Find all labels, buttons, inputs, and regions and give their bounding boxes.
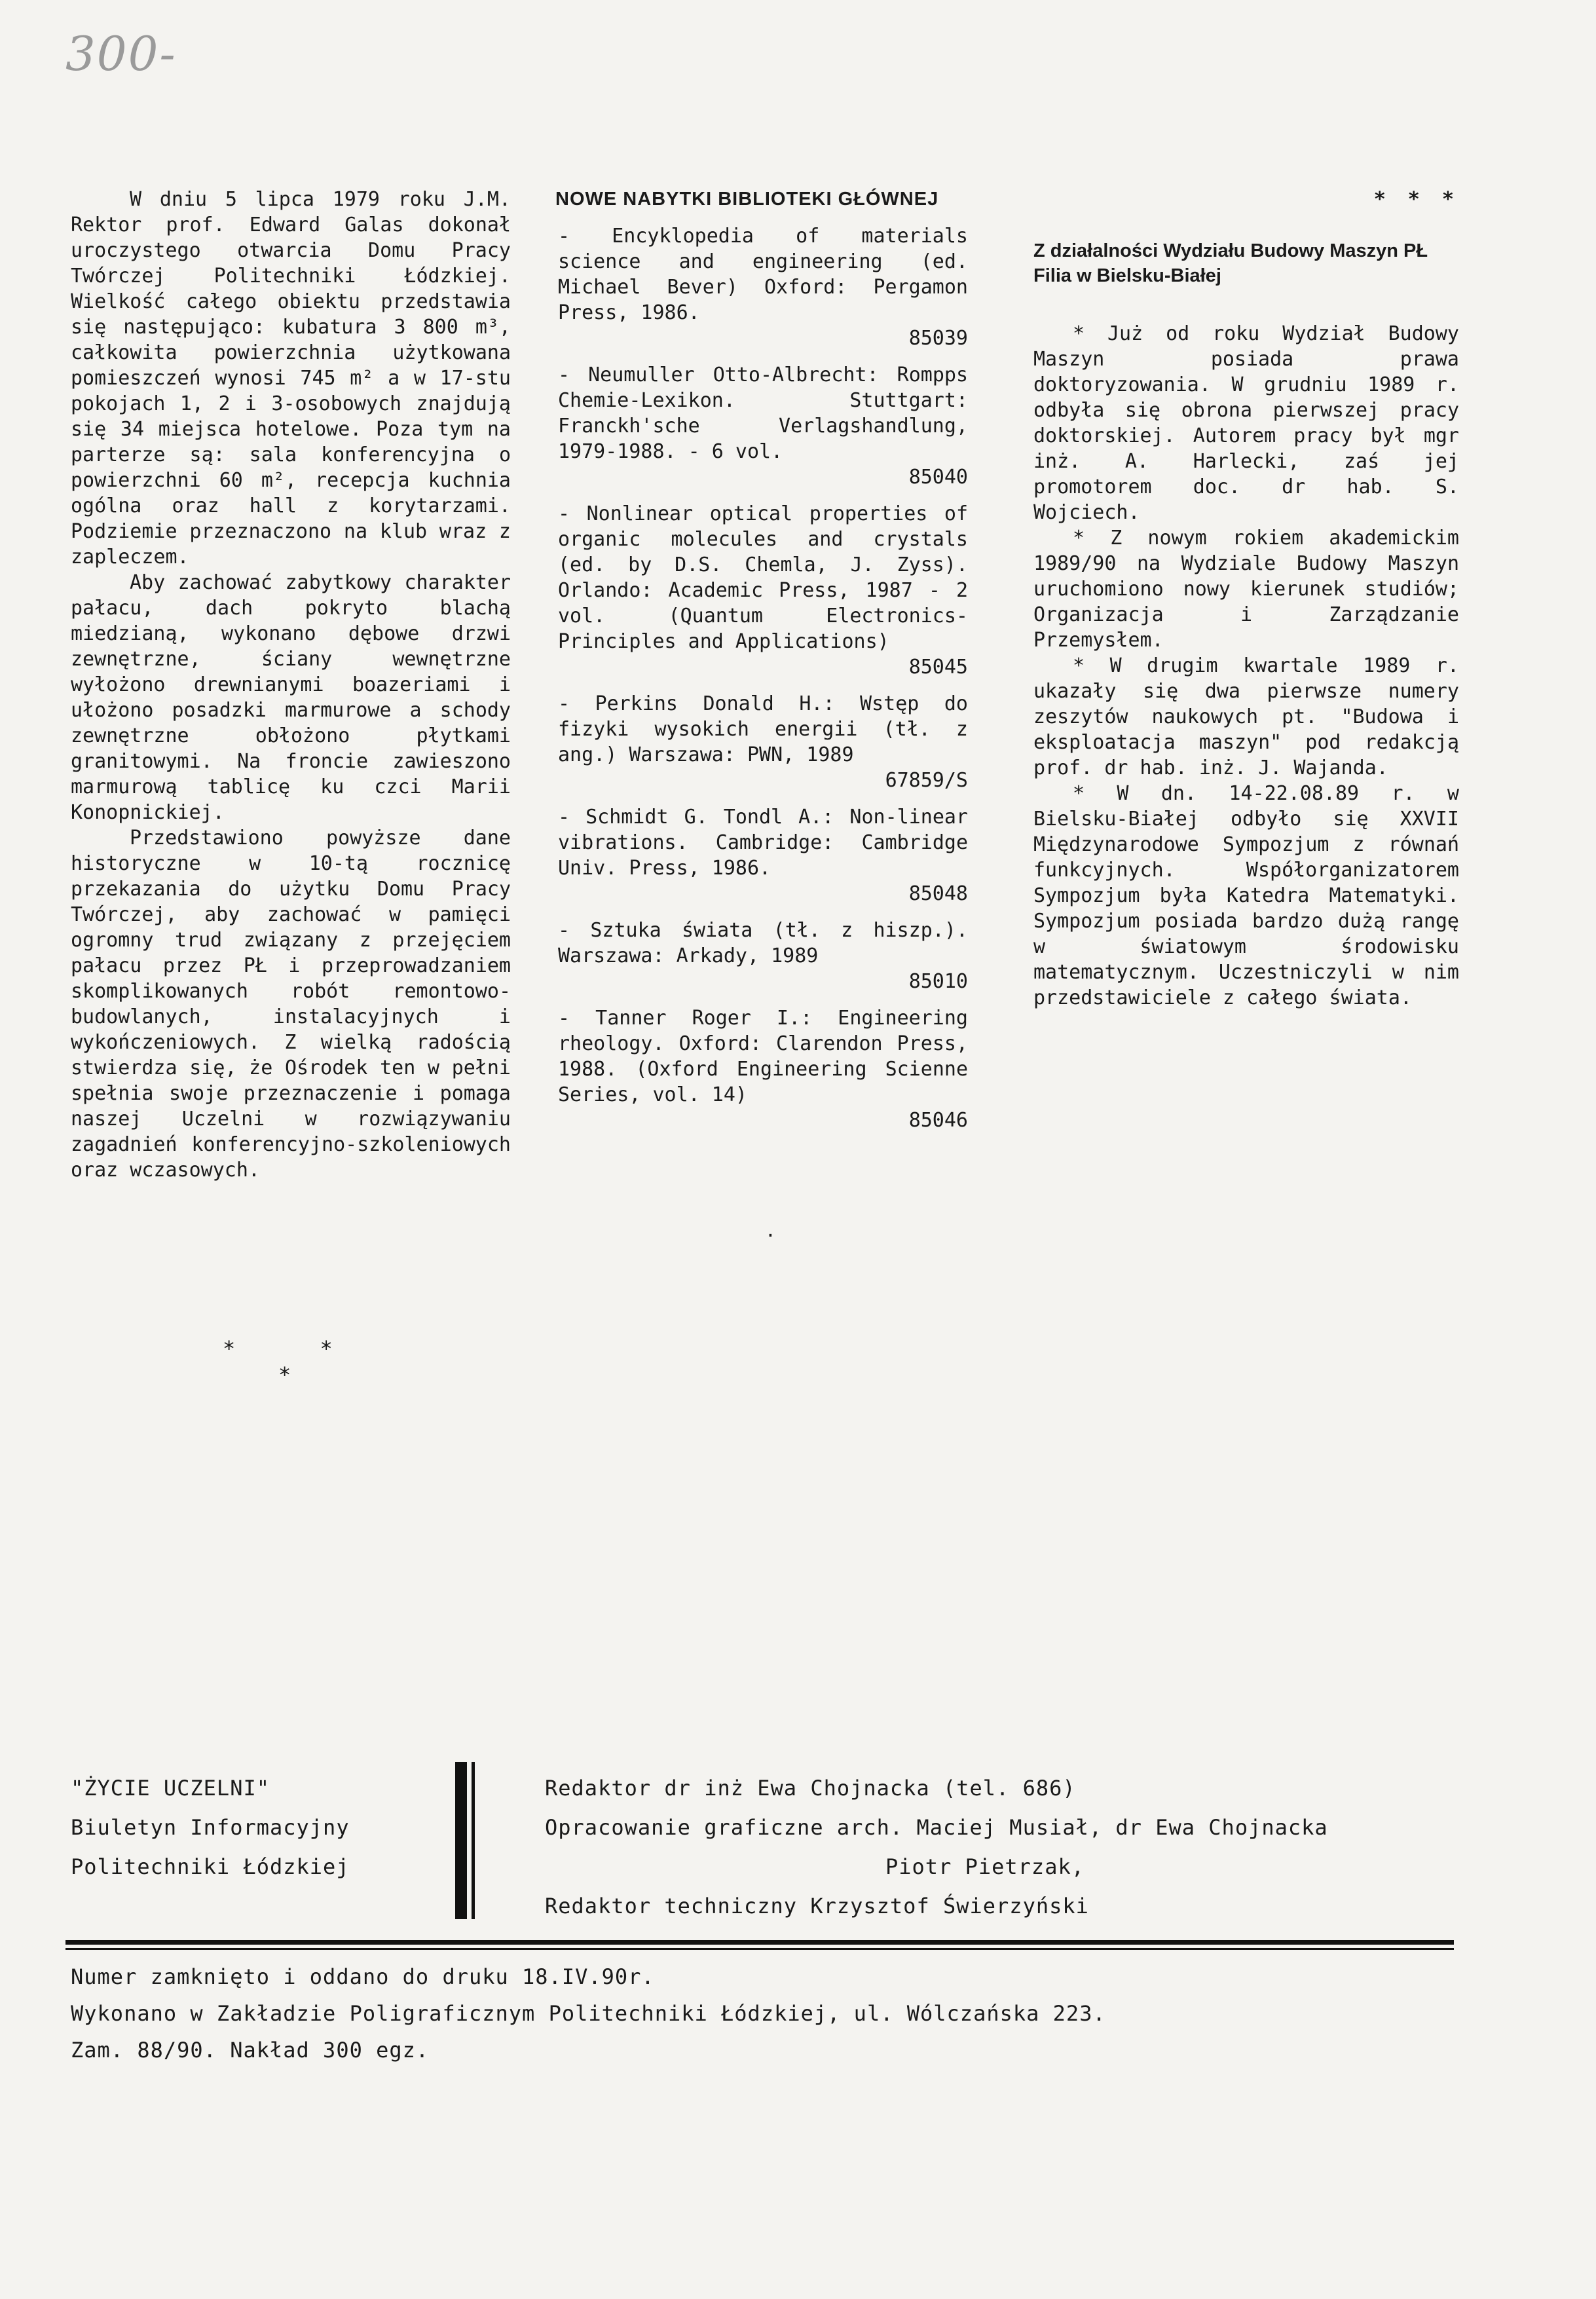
acquisition-text: - Encyklopedia of materials science and engineering (ed. Michael Bever) Oxford: Pergamon Press, 1986. — [558, 225, 968, 324]
masthead-credits — [545, 1768, 1328, 1926]
column-house-of-creative-work — [71, 187, 511, 1183]
acquisition-item — [555, 804, 968, 907]
column-faculty-news — [1033, 187, 1459, 1011]
acquisition-item — [555, 223, 968, 351]
section-stars: * * * — [1373, 188, 1459, 211]
acquisition-item — [555, 362, 968, 490]
masthead-title — [71, 1768, 350, 1886]
acquisition-code: 85048 — [908, 882, 968, 905]
acquisition-text: - Tanner Roger I.: Engineering rheology. Oxford: Clarendon Press, 1988. (Oxford Engineering Scienne Series, vol. 14) — [558, 1007, 968, 1106]
separator-dot: . — [765, 1220, 776, 1241]
acquisition-text: - Nonlinear optical properties of organic molecules and crystals (ed. by D.S. Chemla, J. Zyss). Orlando: Academic Press, 1987 - 2 vol. (Quantum Electronics-Principles and Applications) — [558, 502, 968, 653]
masthead-line: Politechniki Łódzkiej — [71, 1854, 350, 1879]
acquisition-code: 85010 — [908, 970, 968, 993]
acquisition-item — [555, 1005, 968, 1133]
acquisition-code: 85040 — [908, 466, 968, 489]
acquisition-code: 85039 — [908, 327, 968, 350]
acquisition-code: 85045 — [908, 656, 968, 679]
footer-rule-thick — [65, 1940, 1454, 1945]
news-item: * W drugim kwartale 1989 r. ukazały się dwa pierwsze numery zeszytów naukowych pt. "Budowa i eksploatacja maszyn" pod redakcją prof. dr hab. inż. J. Wajanda. — [1033, 654, 1459, 779]
acquisition-item — [555, 691, 968, 793]
acquisition-code: 85046 — [908, 1109, 968, 1132]
acquisitions-heading: NOWE NABYTKI BIBLIOTEKI GŁÓWNEJ — [555, 189, 939, 210]
paragraph-1: W dniu 5 lipca 1979 roku J.M. Rektor prof. Edward Galas dokonał uroczystego otwarcia Domu Pracy Twórczej Politechniki Łódzkiej. Wielkość całego obiektu przedstawia się następująco: kubatura 3 800 m³, całkowita powierzchnia użytkowana pomieszczeń wynosi 745 m² a w 17-stu pokojach 1, 2 i 3-osobowych znajdują się 34 miejsca hotelowe. Poza tym na parterze są: sala konferencyjna o powierzchni 60 m², recepcja kuchnia ogólna oraz hall z korytarzami. Podziemie przeznaczono na klub wraz z zapleczem. — [71, 188, 511, 569]
acquisition-code: 67859/S — [885, 769, 968, 792]
masthead-line: "ŻYCIE UCZELNI" — [71, 1776, 270, 1801]
faculty-news-heading: Z działalności Wydziału Budowy Maszyn PŁ Filia w Bielsku-Białej — [1033, 240, 1428, 286]
imprint — [71, 1958, 1106, 2068]
separator-stars: * * — [223, 1336, 369, 1361]
masthead-divider-bar-thin — [472, 1762, 475, 1919]
imprint-line: Wykonano w Zakładzie Poligraficznym Politechniki Łódzkiej, ul. Wólczańska 223. — [71, 2001, 1106, 2026]
separator-star: * — [278, 1362, 291, 1387]
acquisition-text: - Sztuka świata (tł. z hiszp.). Warszawa: Arkady, 1989 — [558, 919, 968, 967]
credit-line: Opracowanie graficzne arch. Maciej Musiał, dr Ewa Chojnacka — [545, 1815, 1328, 1840]
imprint-line: Zam. 88/90. Nakład 300 egz. — [71, 2038, 430, 2063]
credit-line: Redaktor techniczny Krzysztof Świerzyński — [545, 1894, 1089, 1918]
news-item: * Z nowym rokiem akademickim 1989/90 na Wydziale Budowy Maszyn uruchomiono nowy kierunek studiów; Organizacja i Zarządzanie Przemysłem. — [1033, 527, 1459, 652]
footer-rule-thin — [65, 1948, 1454, 1950]
masthead-line: Biuletyn Informacyjny — [71, 1815, 350, 1840]
credit-line: Piotr Pietrzak, — [885, 1854, 1085, 1879]
credit-line: Redaktor dr inż Ewa Chojnacka (tel. 686) — [545, 1776, 1076, 1801]
acquisition-text: - Schmidt G. Tondl A.: Non-linear vibrations. Cambridge: Cambridge Univ. Press, 1986. — [558, 806, 968, 880]
paragraph-3: Przedstawiono powyższe dane historyczne w 10-tą rocznicę przekazania do użytku Domu Pracy Twórczej, aby zachować w pamięci ogromny trud związany z przejęciem pałacu przez PŁ i przeprowadzaniem skomplikowanych robót remontowo-budowlanych, instalacyjnych i wykończeniowych. Z wielką radością stwierdza się, że Ośrodek ten w pełni spełnia swoje przeznaczenie i pomaga naszej Uczelni w rozwiązywaniu zagadnień konferencyjno-szkoleniowych oraz wczasowych. — [71, 827, 511, 1182]
news-item: * Już od roku Wydział Budowy Maszyn posiada prawa doktoryzowania. W grudniu 1989 r. odbyła się obrona pierwszej pracy doktorskiej. Autorem pracy był mgr inż. A. Harlecki, zaś jej promotorem doc. dr hab. S. Wojciech. — [1033, 322, 1459, 524]
imprint-line: Numer zamknięto i oddano do druku 18.IV.90r. — [71, 1964, 655, 1989]
acquisition-item — [555, 501, 968, 680]
column-new-acquisitions — [555, 187, 968, 1144]
masthead-divider-bar — [455, 1762, 467, 1919]
acquisition-text: - Neumuller Otto-Albrecht: Rompps Chemie-Lexikon. Stuttgart: Franckh'sche Verlagshandlung, 1979-1988. - 6 vol. — [558, 364, 968, 463]
handwritten-note: 300- — [65, 26, 177, 81]
news-item: * W dn. 14-22.08.89 r. w Bielsku-Białej odbyło się XXVII Międzynarodowe Sympozjum z równań funkcyjnych. Współorganizatorem Sympozjum była Katedra Matematyki. Sympozjum posiada bardzo dużą rangę w światowym środowisku matematycznym. Uczestniczyli w nim przedstawiciele z całego świata. — [1033, 782, 1459, 1009]
acquisition-text: - Perkins Donald H.: Wstęp do fizyki wysokich energii (tł. z ang.) Warszawa: PWN, 1989 — [558, 692, 968, 766]
paragraph-2: Aby zachować zabytkowy charakter pałacu, dach pokryto blachą miedzianą, wykonano dębowe drzwi zewnętrzne, ściany wewnętrzne wyłożono drewnianymi boazeriami i ułożono posadzki marmurowe a schody zewnętrzne obłożono płytkami granitowymi. Na froncie zawieszono marmurową tablicę ku czci Marii Konopnickiej. — [71, 571, 511, 824]
acquisition-item — [555, 918, 968, 994]
